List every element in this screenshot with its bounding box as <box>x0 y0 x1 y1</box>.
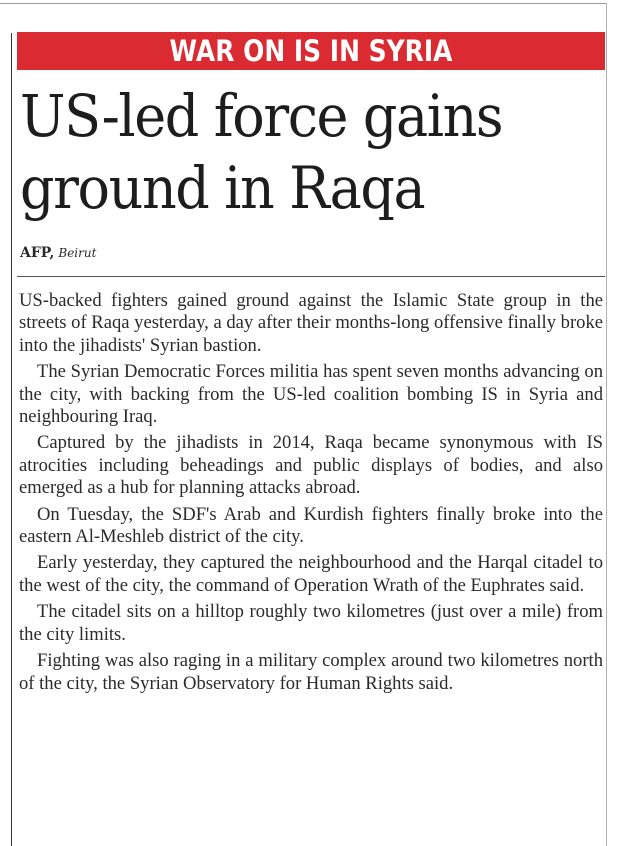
article-paragraph-2: The Syrian Democratic Forces militia has spent seven months advancing on the city, with backing from the US-led coalition bombing IS in Syria and neighbouring Iraq. <box>19 361 603 428</box>
right-column-rule <box>606 3 607 846</box>
article-paragraph-3: Captured by the jihadists in 2014, Raqa became synonymous with IS atrocities including beheadings and public displays of bodies, and also emerged as a hub for planning attacks abroad. <box>19 432 603 499</box>
byline-agency: AFP, <box>20 245 55 261</box>
article-paragraph-5: Early yesterday, they captured the neighbourhood and the Harqal citadel to the west of the city, the command of Operation Wrath of the Euphrates said. <box>19 552 603 596</box>
headline-line-1: US-led force gains <box>20 82 503 150</box>
byline-location: Beirut <box>58 246 97 260</box>
left-column-rule <box>11 33 12 846</box>
headline-line-2: ground in Raqa <box>20 154 425 222</box>
section-kicker-banner <box>17 32 605 70</box>
article-paragraph-7: Fighting was also raging in a military complex around two kilometres north of the city, the Syrian Observatory for Human Rights said. <box>19 650 603 694</box>
article-paragraph-1: US-backed fighters gained ground against the Islamic State group in the streets of Raqa yesterday, a day after their months-long offensive finally broke into the jihadists' Syrian bastion. <box>19 290 603 356</box>
article-headline <box>20 80 569 224</box>
section-kicker-label: WAR ON IS IN SYRIA <box>169 34 453 68</box>
article-byline <box>20 245 96 261</box>
byline-divider <box>17 276 605 277</box>
article-body <box>19 290 603 699</box>
top-border-rule <box>0 3 607 4</box>
article-paragraph-6: The citadel sits on a hilltop roughly two kilometres (just over a mile) from the city limits. <box>19 601 603 645</box>
article-paragraph-4: On Tuesday, the SDF's Arab and Kurdish fighters finally broke into the eastern Al-Meshleb district of the city. <box>19 503 603 548</box>
